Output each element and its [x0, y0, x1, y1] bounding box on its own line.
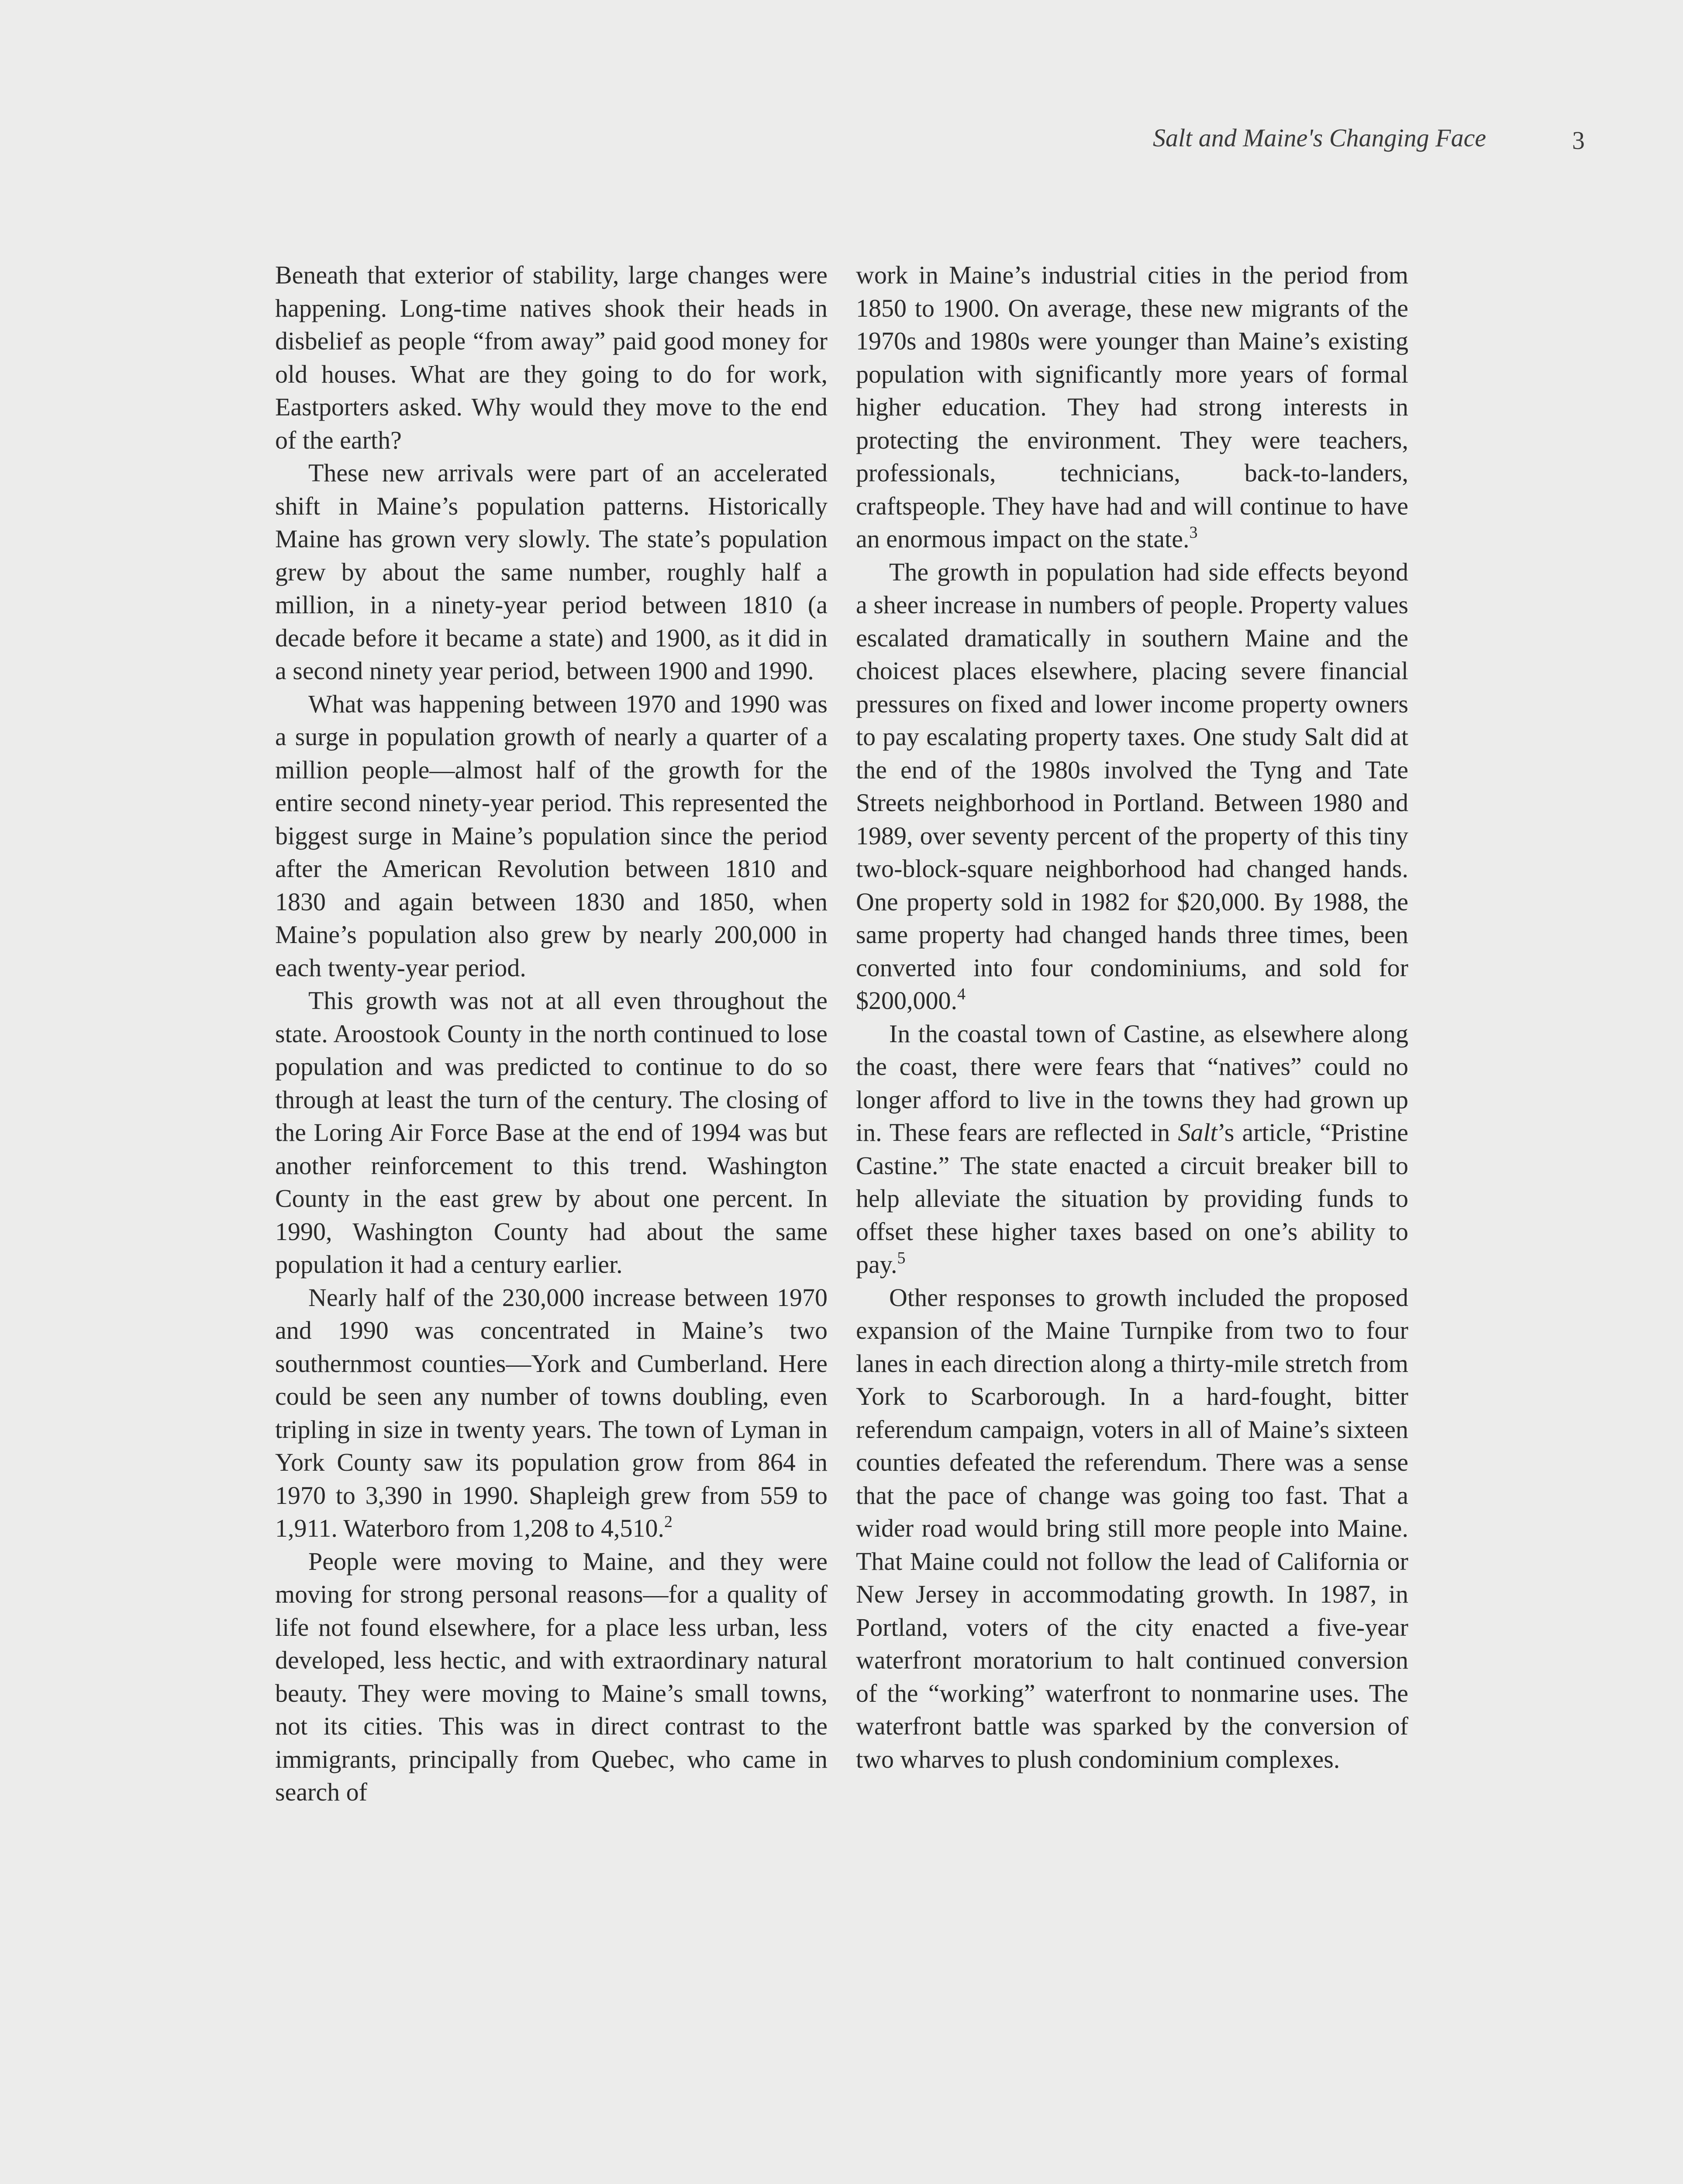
page-number: 3 — [1572, 126, 1585, 155]
paragraph-text: In the coastal town of Castine, as elsewhere along the coast, there were fears that “natives” could no longer afford to live in the towns they had grown up in. These fears are reflected in — [856, 1019, 1408, 1147]
right-column — [856, 259, 1408, 1776]
paragraph-text: This growth was not at all even throughout the state. Aroostook County in the north continued to lose population and was predicted to continue to do so through at least the turn of the century. The closing of the Loring Air Force Base at the end of 1994 was but another reinforcement to this trend. Washington County in the east grew by about one percent. In 1990, Washington County had about the same population it had a century earlier. — [275, 986, 828, 1279]
footnote-marker[interactable]: 4 — [957, 985, 966, 1003]
paragraph — [275, 688, 828, 985]
paragraph — [275, 984, 828, 1281]
paragraph-text: work in Maine’s industrial cities in the period from 1850 to 1900. On average, these new migrants of the 1970s and 1980s were younger than Maine’s existing population with significantly more years of formal higher education. They had strong interests in protecting the environment. They were teachers, professionals, technicians, back-to-landers, craftspeople. They have had and will continue to have an enormous impact on the state. — [856, 261, 1408, 553]
footnote-marker[interactable]: 2 — [664, 1513, 673, 1531]
paragraph-text: Other responses to growth included the proposed expansion of the Maine Turnpike from two to four lanes in each direction along a thirty-mile stretch from York to Scarborough. In a hard-fought, bitter referendum campaign, voters in all of Maine’s sixteen counties defeated the referendum. There was a sense that the pace of change was going too fast. That a wider road would bring still more people into Maine. That Maine could not follow the lead of California or New Jersey in accommodating growth. In 1987, in Portland, voters of the city enacted a five-year waterfront moratorium to halt continued conversion of the “working” waterfront to nonmarine uses. The waterfront battle was sparked by the conversion of two wharves to plush condominium complexes. — [856, 1283, 1408, 1773]
left-column — [275, 259, 828, 1809]
paragraph-text: What was happening between 1970 and 1990 was a surge in population growth of nearly a quarter of a million people—almost half of the growth for the entire second ninety-year period. This represented the biggest surge in Maine’s population since the period after the American Revolution between 1810 and 1830 and again between 1830 and 1850, when Maine’s population also grew by nearly 200,000 in each twenty-year period. — [275, 689, 828, 982]
paragraph-text: Beneath that exterior of stability, large changes were happening. Long-time natives shook their heads in disbelief as people “from away” paid good money for old houses. What are they going to do for work, Eastporters asked. Why would they move to the end of the earth? — [275, 261, 828, 454]
paragraph — [856, 556, 1408, 1017]
paragraph-text: The growth in population had side effects beyond a sheer increase in numbers of people. Property values escalated dramatically in southern Maine and the choicest places elsewhere, placing severe financial pressures on fixed and lower income property owners to pay escalating property taxes. One study Salt did at the end of the 1980s involved the Tyng and Tate Streets neighborhood in Portland. Between 1980 and 1989, over seventy percent of the property of this tiny two-block-square neighborhood had changed hands. One property sold in 1982 for $20,000. By 1988, the same property had changed hands three times, been converted into four condominiums, and sold for $200,000. — [856, 557, 1408, 1015]
paragraph — [856, 1017, 1408, 1281]
paragraph-text: These new arrivals were part of an accelerated shift in Maine’s population patterns. Historically Maine has grown very slowly. The state’s population grew by about the same number, roughly half a million, in a ninety-year period between 1810 (a decade before it became a state) and 1900, as it did in a second ninety year period, between 1900 and 1990. — [275, 459, 828, 685]
footnote-marker[interactable]: 5 — [897, 1249, 906, 1267]
paragraph — [275, 259, 828, 456]
publication-title: Salt — [1178, 1118, 1217, 1147]
paragraph — [275, 1281, 828, 1545]
paragraph — [856, 259, 1408, 556]
paragraph-text: Nearly half of the 230,000 increase between 1970 and 1990 was concentrated in Maine’s two southernmost counties—York and Cumberland. Here could be seen any number of towns doubling, even tripling in size in twenty years. The town of Lyman in York County saw its population grow from 864 in 1970 to 3,390 in 1990. Shapleigh grew from 559 to 1,911. Waterboro from 1,208 to 4,510. — [275, 1283, 828, 1542]
paragraph-text: People were moving to Maine, and they were moving for strong personal reasons—for a quality of life not found elsewhere, for a place less urban, less developed, less hectic, and with extraordinary natural beauty. They were moving to Maine’s small towns, not its cities. This was in direct contrast to the immigrants, principally from Quebec, who came in search of — [275, 1547, 828, 1806]
footnote-marker[interactable]: 3 — [1189, 523, 1198, 542]
running-head: Salt and Maine's Changing Face — [1153, 124, 1486, 152]
paragraph — [856, 1281, 1408, 1776]
paragraph-text: ’s article, “Pristine Castine.” The state enacted a circuit breaker bill to help alleviate the situation by providing funds to offset these higher taxes based on one’s ability to pay. — [856, 1118, 1409, 1279]
paragraph — [275, 456, 828, 688]
paragraph — [275, 1545, 828, 1809]
